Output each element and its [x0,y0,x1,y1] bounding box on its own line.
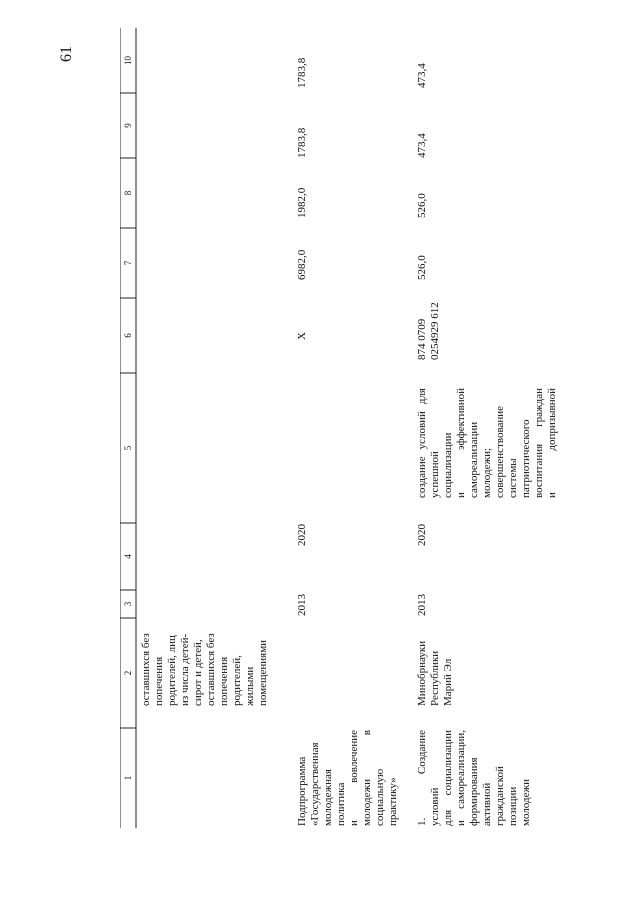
row2-col-5: создание условий для успешной социализации и эффективной самореализации молодежи; совершенствование системы патриотического воспитания граждан и допризывной [416,388,558,498]
row2-col-2: Минобрнауки Республики Марий Эл [416,640,454,706]
header-col-1: 1 [123,775,133,781]
row1-col-7: 6982,0 [296,249,308,280]
rotated-table [120,28,630,828]
row2-col-9: 473,4 [416,133,428,158]
header-col-7: 7 [123,260,133,266]
row1-col-9: 1783,8 [296,127,308,158]
row2-col-3: 2013 [416,594,428,616]
header-col-8: 8 [123,190,133,196]
header-col-9: 9 [123,123,133,128]
row2-col-6: 874 0709 0254929 612 [416,302,441,360]
header-col-10: 10 [123,56,133,65]
header-col-2: 2 [123,670,133,676]
row2-col-10: 473,4 [416,63,428,88]
header-col-6: 6 [123,333,133,338]
row1-col-4: 2020 [296,524,308,546]
row2-col-8: 526,0 [416,193,428,218]
page-number: 61 [58,46,75,62]
row2-col-1: 1. Создание условий для социализации и самореализации, формирования активной гражданской позиции молодежи [416,730,532,826]
row1-col-10: 1783,8 [296,57,308,88]
row1-col-8: 1982,0 [296,187,308,218]
row2-col-4: 2020 [416,524,428,546]
continuation-col-2: оставшихся без попечения родителей, лиц из числа детей- сирот и детей, оставшихся без попечения родителей, жилыми помещениями [140,633,269,706]
row2-col-7: 526,0 [416,255,428,280]
header-col-3: 3 [123,601,133,607]
row1-col-1: Подпрограмма «Государственная молодежная политика и вовлечение молодежи в социальную практику» [296,730,399,826]
row1-col-6: Х [296,332,308,340]
header-col-4: 4 [123,554,133,559]
row1-col-3: 2013 [296,594,308,616]
header-col-5: 5 [123,445,133,451]
